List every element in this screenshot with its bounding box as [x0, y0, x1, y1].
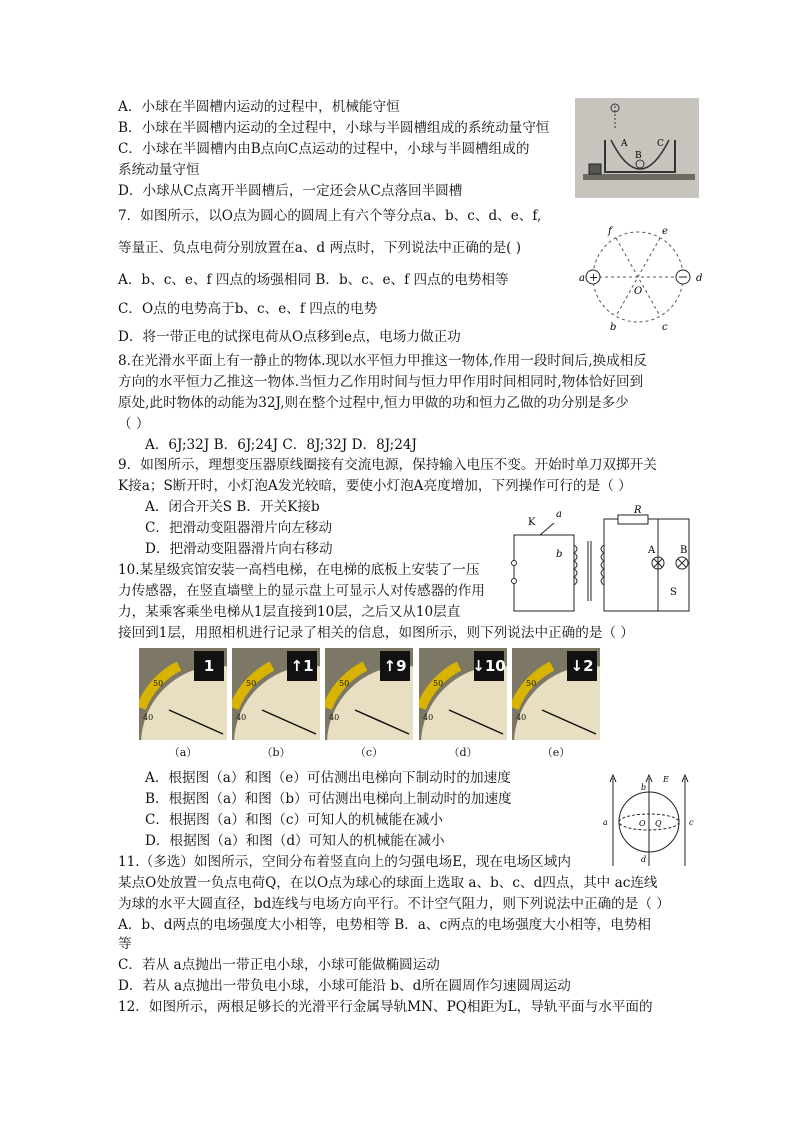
q6-label-b: B	[635, 151, 642, 161]
q7-label-d: d	[696, 273, 703, 284]
floor-indicator	[380, 651, 410, 681]
dial-label-40: 40	[329, 713, 340, 722]
q9-option-ab: A．闭合开关S B．开关K接b	[145, 499, 320, 515]
q7-label-b: b	[610, 322, 617, 332]
floor-indicator	[567, 651, 597, 681]
q11-stem-1: 11.（多选）如图所示，空间分布着竖直向上的匀强电场E，现在电场区域内	[118, 854, 571, 870]
dial-label-50: 50	[153, 679, 164, 688]
q6-option-c: C．小球在半圆槽内由B点向C点运动的过程中，小球与半圆槽组成的	[118, 141, 530, 157]
q10-option-b: B．根据图（a）和图（b）可估测出电梯向上制动时的加速度	[145, 791, 512, 807]
q9-label-lamp-b: B	[680, 545, 688, 556]
q9-stem-1: 9．如图所示，理想变压器原线圈接有交流电源，保持输入电压不变。开始时单刀双掷开关	[118, 457, 657, 473]
q7-option-c: C．O点的电势高于b、c、e、f 四点的电势	[118, 301, 378, 317]
q11-option-ab: A．b、d两点的电场强度大小相等，电势相等 B．a、c两点的电场强度大小相等，电势相	[118, 917, 652, 933]
dial-label-40: 40	[236, 713, 247, 722]
floor-number: 1	[203, 657, 215, 675]
q8-stem-1: 8.在光滑水平面上有一静止的物体.现以水平恒力甲推这一物体,作用一段时间后,换成相反	[118, 353, 647, 369]
arrow-down-icon: ↓	[472, 657, 485, 675]
q10-photo	[325, 648, 413, 740]
q10-photo	[419, 648, 507, 740]
dial-label-50: 50	[526, 679, 537, 688]
floor-number: 2	[583, 657, 594, 675]
q9-label-s: S	[670, 587, 677, 598]
q10-stem-2: 力传感器，在竖直墙壁上的显示盘上可显示人对传感器的作用	[118, 583, 486, 599]
q9-option-d: D．把滑动变阻器滑片向右移动	[145, 541, 333, 557]
floor-number: 9	[396, 657, 407, 675]
q10-option-c: C．根据图（a）和图（c）可知人的机械能在减小	[145, 812, 443, 828]
dial-label-40: 40	[516, 713, 527, 722]
q11-option-c: C．若从 a点抛出一带正电小球，小球可能做椭圆运动	[118, 957, 440, 973]
q7-label-o: O	[634, 286, 643, 297]
q11-stem-2: 某点O处放置一负点电荷Q，在以O点为球心的球面上选取 a、b、c、d四点，其中 ac连线	[118, 875, 658, 891]
q7-option-d: D．将一带正电的试探电荷从O点移到e点，电场力做正功	[118, 329, 461, 345]
floor-indicator	[194, 651, 224, 681]
q11-label-d: d	[641, 855, 647, 864]
q9-stem-2: K接a；S断开时，小灯泡A发光较暗，要使小灯泡A亮度增加，下列操作可行的是（ ）	[118, 478, 632, 494]
floor-number: 1	[303, 657, 314, 675]
q8-options: A．6J;32J B．6J;24J C．8J;32J D．8J;24J	[145, 437, 417, 453]
q11-label-e: E	[663, 775, 669, 784]
q7-circle-figure	[576, 222, 716, 332]
q7-stem-1: 7．如图所示，以O点为圆心的圆周上有六个等分点a、b、c、d、e、f,	[118, 208, 542, 224]
q10-option-a: A．根据图（a）和图（e）可估测出电梯向下制动时的加速度	[145, 770, 511, 786]
q10-photo	[139, 648, 227, 740]
q9-label-k: K	[528, 517, 536, 528]
dial-label-50: 50	[246, 679, 257, 688]
q10-photo-caption: （e）	[541, 746, 571, 759]
q11-sphere-figure	[603, 772, 695, 868]
q9-option-c: C．把滑动变阻器滑片向左移动	[145, 520, 333, 536]
q11-label-b: b	[641, 783, 647, 792]
q11-label-a: a	[603, 818, 608, 827]
q7-label-f: f	[608, 226, 612, 237]
q6-option-b: B．小球在半圆槽内运动的全过程中，小球与半圆槽组成的系统动量守恒	[118, 120, 550, 136]
q9-label-lamp-a: A	[648, 545, 656, 556]
q6-option-c-cont: 系统动量守恒	[118, 162, 200, 178]
q6-option-a: A．小球在半圆槽内运动的过程中，机械能守恒	[118, 99, 400, 115]
q10-stem-3: 力，某乘客乘坐电梯从1层直接到10层，之后又从10层直	[118, 604, 461, 620]
q9-label-r: R	[634, 505, 642, 516]
q7-option-ab: A．b、c、e、f 四点的场强相同 B．b、c、e、f 四点的电势相等	[118, 272, 509, 288]
dial-label-40: 40	[143, 713, 154, 722]
svg-text:+: +	[589, 271, 599, 284]
q7-stem-2: 等量正、负点电荷分别放置在a、d 两点时，下列说法中正确的是( )	[118, 240, 522, 256]
arrow-up-icon: ↑	[383, 657, 397, 675]
dial-label-50: 50	[433, 679, 444, 688]
arrow-up-icon: ↑	[290, 657, 304, 675]
q10-stem-4: 接回到1层，用照相机进行记录了相关的信息，如图所示，则下列说法中正确的是（ ）	[118, 625, 634, 641]
arrow-down-icon: ↓	[570, 657, 584, 675]
q10-photo	[232, 648, 320, 740]
q6-label-c: C	[657, 139, 664, 149]
q10-stem-1: 10.某星级宾馆安装一高档电梯，在电梯的底板上安装了一压	[118, 562, 480, 578]
q8-blank: （ ）	[118, 416, 150, 432]
dial-label-40: 40	[423, 713, 434, 722]
q12-stem-1: 12．如图所示，两根足够长的光滑平行金属导轨MN、PQ相距为L，导轨平面与水平面的	[118, 999, 653, 1015]
q11-option-d: D．若从 a点抛出一带负电小球，小球可能沿 b、d所在圆周作匀速圆周运动	[118, 978, 571, 994]
floor-number: 10	[484, 657, 506, 675]
q10-photo	[512, 648, 600, 740]
q11-label-q: Q	[655, 819, 662, 828]
q11-label-o: O	[639, 819, 646, 828]
q9-label-a: a	[556, 509, 562, 520]
q10-photo-caption: （a）	[168, 746, 198, 759]
q11-label-c: c	[689, 818, 694, 827]
q9-transformer-figure	[510, 505, 700, 615]
q8-stem-3: 原处,此时物体的动能为32J,则在整个过程中,恒力甲做的功和恒力乙做的功分别是多少	[118, 395, 629, 411]
q10-option-d: D．根据图（a）和图（d）可知人的机械能在减小	[145, 833, 445, 849]
q10-photo-caption: （b）	[261, 746, 291, 759]
q10-photo-caption: （c）	[354, 746, 384, 759]
q6-groove-figure	[575, 98, 699, 198]
dial-label-50: 50	[339, 679, 350, 688]
floor-indicator	[287, 651, 317, 681]
q11-option-b-cont: 等	[118, 936, 132, 952]
q7-label-c: c	[662, 322, 668, 332]
q6-label-a: A	[621, 139, 628, 149]
q11-stem-3: 为球的水平大圆直径，bd连线与电场方向平行。不计空气阻力，则下列说法中正确的是（ ）	[118, 896, 670, 912]
q6-option-d: D．小球从C点离开半圆槽后，一定还会从C点落回半圆槽	[118, 183, 463, 199]
q8-stem-2: 方向的水平恒力乙推这一物体.当恒力乙作用时间与恒力甲作用时间相同时,物体恰好回到	[118, 374, 644, 390]
q9-label-b: b	[556, 549, 563, 560]
floor-indicator	[474, 651, 504, 681]
q7-label-a: a	[579, 273, 585, 284]
q7-label-e: e	[662, 226, 668, 237]
q10-photo-caption: （d）	[448, 746, 478, 759]
